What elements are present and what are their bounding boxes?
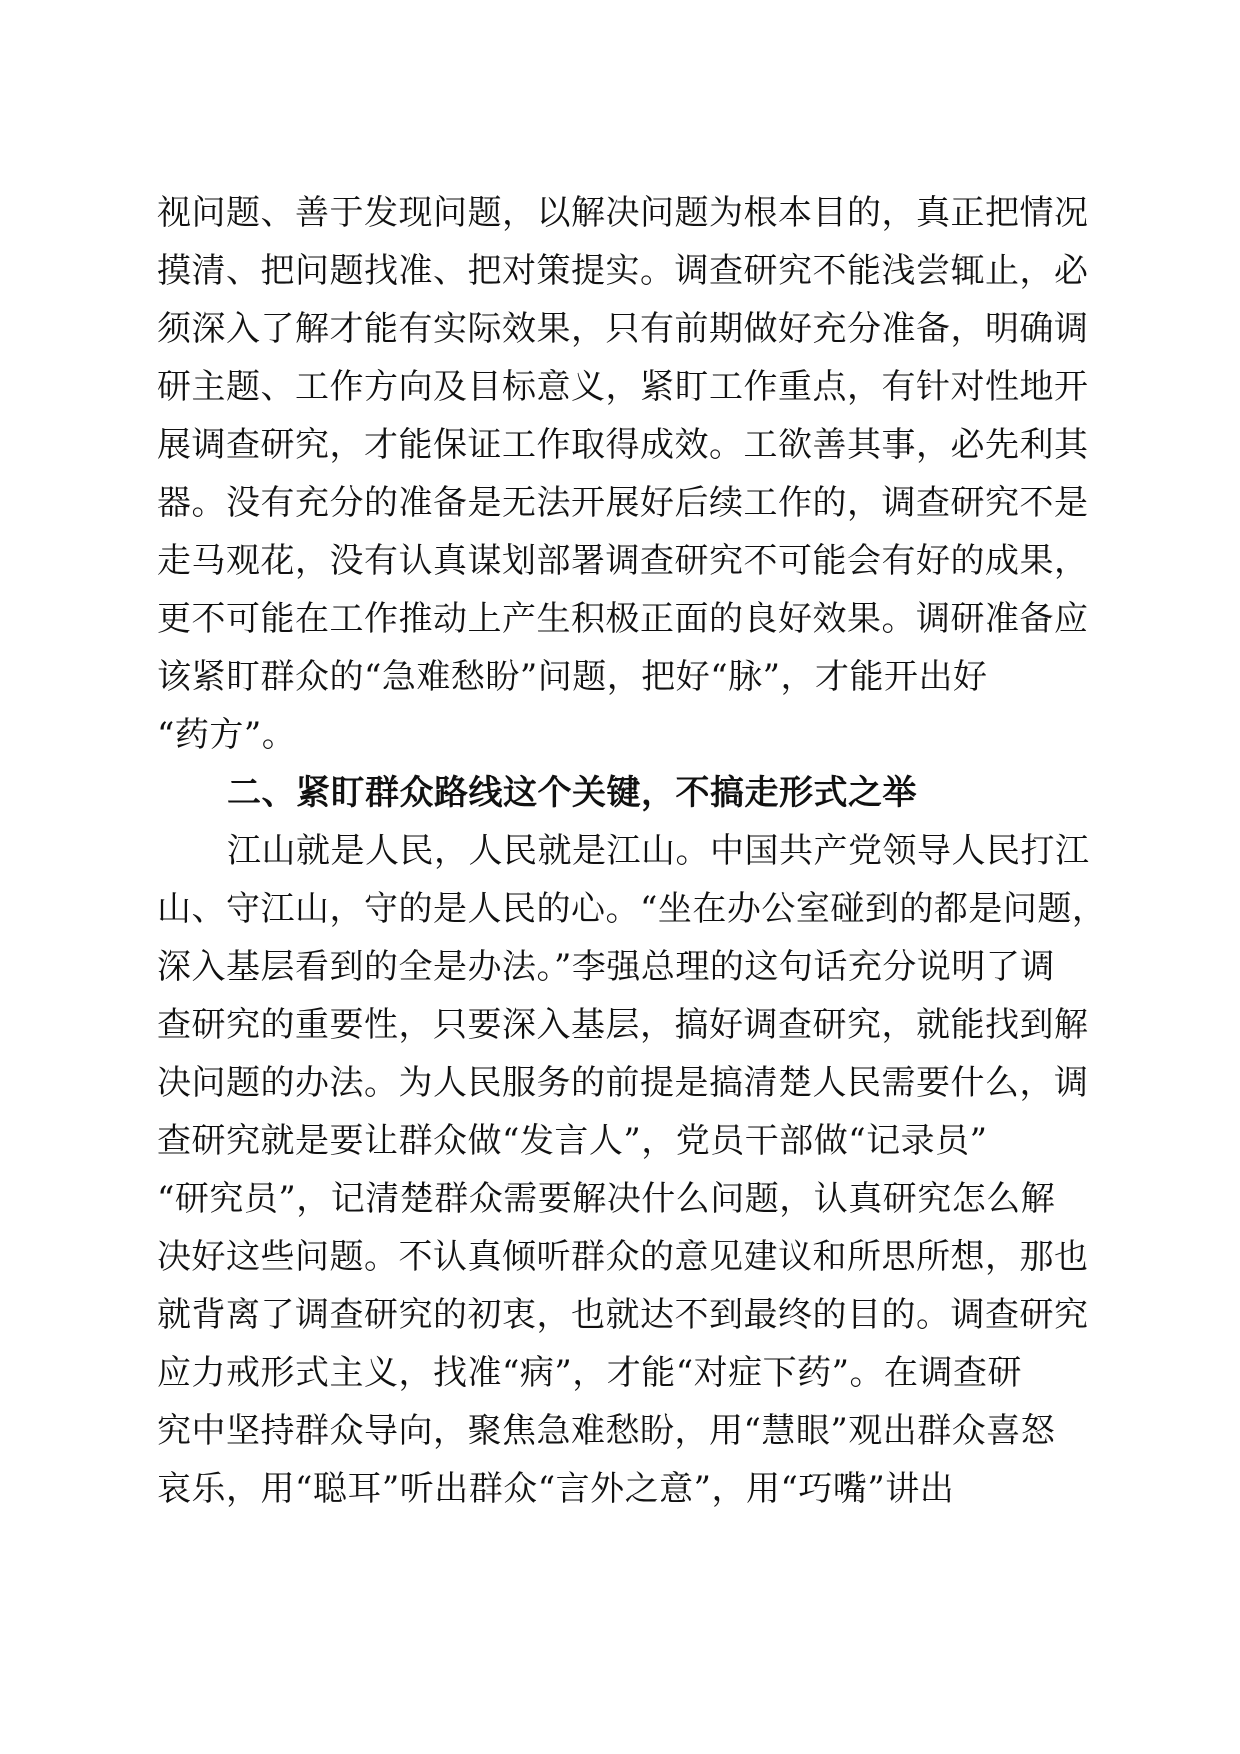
- body-text-line: 走马观花，没有认真谋划部署调查研究不可能会有好的成果，: [157, 541, 1089, 581]
- body-text-line: 该紧盯群众的“急难愁盼”问题，把好“脉”，才能开出好: [157, 657, 988, 697]
- body-text-line: 江山就是人民，人民就是江山。中国共产党领导人民打江: [227, 831, 1090, 871]
- section-heading: 二、紧盯群众路线这个关键，不搞走形式之举: [227, 773, 917, 813]
- body-text-line: 须深入了解才能有实际效果，只有前期做好充分准备，明确调: [157, 309, 1089, 349]
- body-text-line: 山、守江山，守的是人民的心。“坐在办公室碰到的都是问题，: [157, 889, 1107, 929]
- body-text-line: “药方”。: [157, 715, 297, 755]
- body-text-line: 展调查研究，才能保证工作取得成效。工欲善其事，必先利其: [157, 425, 1089, 465]
- body-text-line: 更不可能在工作推动上产生积极正面的良好效果。调研准备应: [157, 599, 1089, 639]
- body-text-line: 就背离了调查研究的初衷，也就达不到最终的目的。调查研究: [157, 1295, 1089, 1335]
- body-text-line: 研主题、工作方向及目标意义，紧盯工作重点，有针对性地开: [157, 367, 1089, 407]
- body-text-line: 器。没有充分的准备是无法开展好后续工作的，调查研究不是: [157, 483, 1089, 523]
- body-text-line: 查研究就是要让群众做“发言人”，党员干部做“记录员”: [157, 1121, 988, 1161]
- body-text-line: 决问题的办法。为人民服务的前提是搞清楚人民需要什么，调: [157, 1063, 1089, 1103]
- body-text-line: 哀乐，用“聪耳”听出群众“言外之意”，用“巧嘴”讲出: [157, 1469, 955, 1509]
- body-text-line: 深入基层看到的全是办法。”李强总理的这句话充分说明了调: [157, 947, 1055, 987]
- body-text-line: 应力戒形式主义，找准“病”，才能“对症下药”。在调查研: [157, 1353, 1023, 1393]
- body-text-line: 究中坚持群众导向，聚焦急难愁盼，用“慧眼”观出群众喜怒: [157, 1411, 1056, 1451]
- body-text-line: 查研究的重要性，只要深入基层，搞好调查研究，就能找到解: [157, 1005, 1089, 1045]
- body-text-line: 决好这些问题。不认真倾听群众的意见建议和所思所想，那也: [157, 1237, 1089, 1277]
- body-text-line: 摸清、把问题找准、把对策提实。调查研究不能浅尝辄止，必: [157, 251, 1089, 291]
- body-text-line: “研究员”，记清楚群众需要解决什么问题，认真研究怎么解: [157, 1179, 1056, 1219]
- body-text-line: 视问题、善于发现问题，以解决问题为根本目的，真正把情况: [157, 193, 1089, 233]
